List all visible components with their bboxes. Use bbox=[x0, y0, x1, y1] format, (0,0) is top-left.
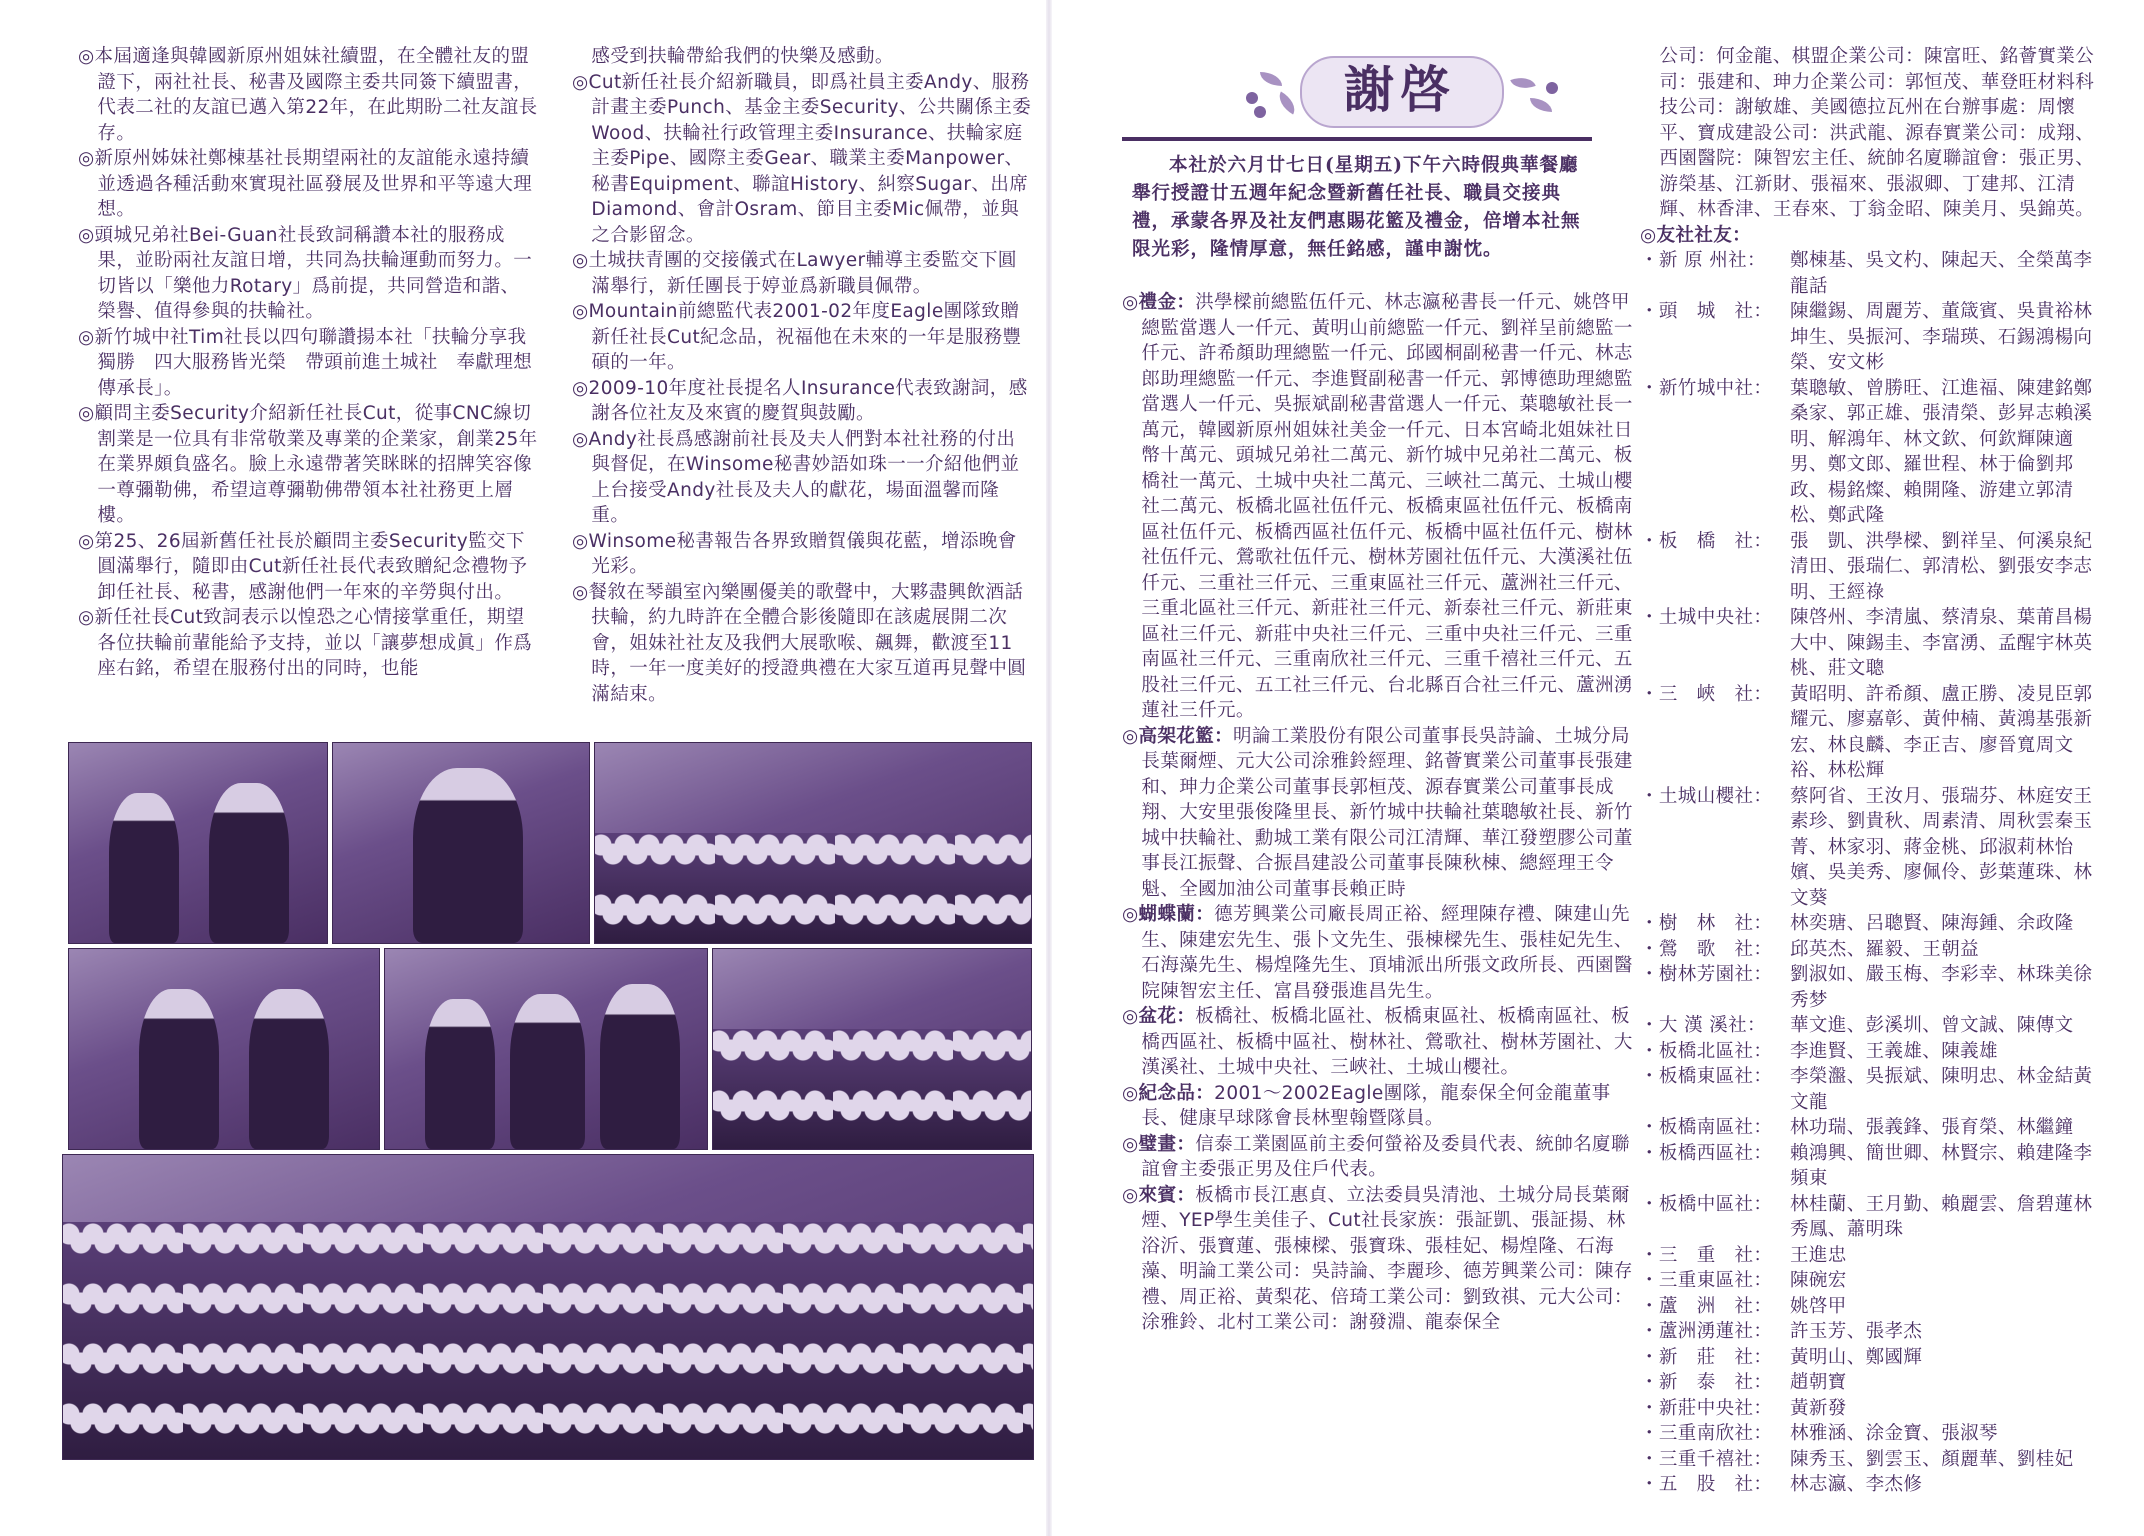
section-text: 板橋市長江惠貞、立法委員吳清池、土城分局長葉爾煙、YEP學生美佳子、Cut社長家族：張証凱、張証揚、林浴沂、張寶蓮、張棟樑、張寶珠、張桂妃、楊煌隆、石海藻、明論工業公司：吳詩論、李麗珍、德芳興業公司：陳存禮、周正裕、黃梨花、倍琦工業公司：劉致祺、元大公司：涂雅鈴、北村工業公司：謝發淵、龍泰保全 bbox=[1141, 1184, 1633, 1333]
club-members: 許玉芳、張孝杰 bbox=[1790, 1321, 1923, 1342]
club-name: ・五 股 社： bbox=[1640, 1474, 1773, 1495]
photo-group-portrait bbox=[62, 1154, 1034, 1460]
club-row bbox=[1640, 1447, 2110, 1473]
club-members: 張 凱、洪學樑、劉祥呈、何溪泉紀清田、張瑞仁、郭清松、劉張安李志明、王經祿 bbox=[1790, 530, 2093, 603]
title-banner bbox=[1240, 52, 1570, 132]
club-row bbox=[1640, 784, 2110, 912]
club-name: ・板橋南區社： bbox=[1640, 1117, 1773, 1138]
club-members: 黃明山、鄭國輝 bbox=[1790, 1346, 1923, 1368]
club-name: ・新 莊 社： bbox=[1640, 1346, 1773, 1368]
club-name: ・三重千禧社： bbox=[1640, 1448, 1773, 1470]
club-row bbox=[1640, 937, 2110, 963]
club-name: ・板橋中區社： bbox=[1640, 1193, 1773, 1215]
page-title: 謝啓 bbox=[1344, 60, 1456, 119]
club-name: ・三 重 社： bbox=[1640, 1244, 1773, 1266]
club-name: ・板 橋 社： bbox=[1640, 530, 1773, 552]
clubs-list bbox=[1640, 248, 2110, 1498]
club-row bbox=[1640, 299, 2110, 376]
leaf-icon bbox=[1510, 73, 1535, 94]
club-members: 林功瑞、張義鋒、張育榮、林繼鐘 bbox=[1790, 1117, 2074, 1138]
section-cash-gifts bbox=[1122, 290, 1642, 724]
paragraph-mountain: ◎Mountain前總監代表2001-02年度Eagle團隊致贈新任社長Cut紀念品，祝福他在未來的一年是服務豐碩的一年。 bbox=[572, 301, 1022, 373]
club-members: 黃昭明、許希顏、盧正勝、凌見臣郭耀元、廖嘉彰、黃仲楠、黃鴻基張新宏、林良麟、李正吉、廖晉寬周文裕、林松輝 bbox=[1790, 683, 2093, 781]
paragraph-new-officers: ◎Cut新任社長介紹新職員，即爲社員主委Andy、服務計畫主委Punch、基金主委Security、公共關係主委Wood、扶輪社行政管理主委Insurance、扶輪家庭主委Pipe、國際主委Gear、職業主委Manpower、秘書Equipment、聯誼History、糾察Sugar、出席Diamond、會計Osram、節目主委Mic佩帶，並與之合影留念。 bbox=[572, 71, 1032, 246]
right-column-2 bbox=[1640, 44, 2110, 1498]
club-row bbox=[1640, 1396, 2110, 1422]
club-name: ・頭 城 社： bbox=[1640, 301, 1773, 322]
club-name: ・新莊中央社： bbox=[1640, 1397, 1773, 1419]
club-row bbox=[1640, 682, 2110, 784]
club-members: 陳碗宏 bbox=[1790, 1270, 1847, 1291]
club-name: ・蘆洲湧蓮社： bbox=[1640, 1321, 1773, 1342]
section-text: 板橋社、板橋北區社、板橋東區社、板橋南區社、板橋西區社、板橋中區社、樹林社、鶯歌社、樹林芳園社、大漢溪社、土城中央社、三峽社、土城山櫻社。 bbox=[1141, 1006, 1633, 1078]
left-column-2 bbox=[572, 44, 1032, 707]
club-name: ・三重東區社： bbox=[1640, 1270, 1773, 1291]
club-row bbox=[1640, 1319, 2110, 1345]
clubs-heading: ◎友社社友： bbox=[1640, 224, 1752, 246]
club-row bbox=[1640, 1268, 2110, 1294]
club-members: 趙朝寶 bbox=[1790, 1372, 1847, 1393]
thanks-intro: 本社於六月廿七日(星期五)下午六時假典華餐廳舉行授證廿五週年紀念暨新舊任社長、職員交接典禮，承蒙各界及社友們惠賜花籃及禮金，倍增本社無限光彩，隆情厚意，無任銘感，謹申謝忱。 bbox=[1132, 155, 1581, 260]
club-name: ・三重南欣社： bbox=[1640, 1423, 1773, 1444]
club-row bbox=[1640, 248, 2110, 299]
section-label: ◎高架花籃： bbox=[1122, 725, 1234, 747]
photo-group-on-stage bbox=[712, 948, 1032, 1150]
club-row bbox=[1640, 1013, 2110, 1039]
club-row bbox=[1640, 1192, 2110, 1243]
club-row bbox=[1640, 1421, 2110, 1447]
club-name: ・土城山櫻社： bbox=[1640, 785, 1773, 807]
section-paintings bbox=[1122, 1132, 1642, 1183]
paragraph-winsome: ◎Winsome秘書報告各界致贈賀儀與花藍，增添晚會光彩。 bbox=[572, 530, 1017, 577]
club-row bbox=[1640, 376, 2110, 529]
section-label: ◎璧畫： bbox=[1122, 1133, 1196, 1155]
club-row bbox=[1640, 1294, 2110, 1320]
section-label: ◎禮金： bbox=[1122, 292, 1196, 313]
section-flower-baskets bbox=[1122, 724, 1642, 903]
guests-continued: 公司：何金龍、棋盟企業公司：陳富旺、銘薈實業公司：張建和、珅力企業公司：郭恒茂、華登旺材料科技公司：謝敏雄、美國德拉瓦州在台辦事處：周懷平、寶成建設公司：洪武龍、源春實業公司：成翔、西園醫院：陳智宏主任、統帥名廈聯誼會：張正男、游榮基、江新財、張福來、張淑卿、丁建邦、江清輝、林香津、王春來、丁翁金昭、陳美月、吳錦英。 bbox=[1659, 46, 2095, 220]
club-row bbox=[1640, 1345, 2110, 1371]
club-name: ・板橋東區社： bbox=[1640, 1066, 1773, 1087]
section-text: 洪學樑前總監伍仟元、林志瀛秘書長一仟元、姚啓甲總監當選人一仟元、黃明山前總監一仟元、劉祥呈前總監一仟元、許希顏助理總監一仟元、邱國桐副秘書一仟元、林志郎助理總監一仟元、李進賢副秘書一仟元、郭博德助理總監當選人一仟元、吳振斌副秘書當選人一仟元、葉聰敏社長一萬元，韓國新原州姐妹社美金一仟元、日本宮崎北姐妹社日幣十萬元、頭城兄弟社二萬元、新竹城中兄弟社二萬元、板橋社一萬元、土城中央社二萬元、三峽社二萬元、土城山櫻社二萬元、板橋北區社伍仟元、板橋東區社伍仟元、板橋南區社伍仟元、板橋西區社伍仟元、板橋中區社伍仟元、樹林社伍仟元、鶯歌社伍仟元、樹林芳園社伍仟元、大漢溪社伍仟元、三重社三仟元、三重東區社三仟元、蘆洲社三仟元、三重北區社三仟元、新莊社三仟元、新泰社三仟元、新莊東區社三仟元、新莊中央社三仟元、三重中央社三仟元、三重南區社三仟元、三重南欣社三仟元、三重千禧社三仟元、五股社三仟元、五工社三仟元、台北縣百合社三仟元、蘆洲湧蓮社三仟元。 bbox=[1141, 292, 1633, 721]
photo-document-signing bbox=[68, 948, 380, 1150]
leaf-icon bbox=[1530, 98, 1552, 112]
club-members: 李進賢、王義雄、陳義雄 bbox=[1790, 1040, 1998, 1062]
club-members: 鄭棟基、吳文杓、陳起天、全榮萬李龍話 bbox=[1790, 250, 2093, 297]
club-row bbox=[1640, 911, 2110, 937]
club-row bbox=[1640, 1370, 2110, 1396]
paragraph-toucheng: ◎頭城兄弟社Bei-Guan社長致詞稱讚本社的服務成果，並盼兩社友誼日增，共同為扶輪運動而努力。一切皆以「樂他力Rotary」爲前提，共同營造和諧、榮譽、值得參與的扶輪社。 bbox=[78, 224, 533, 322]
club-members: 蔡阿省、王汝月、張瑞芬、林庭安王素珍、劉貴秋、周素清、周秋雲秦玉菁、林家羽、蔣金桃、邱淑莉林怡嬪、吳美秀、廖佩伶、彭葉蓮珠、林文葵 bbox=[1790, 785, 2093, 909]
club-row bbox=[1640, 1243, 2110, 1269]
grape-icon bbox=[1546, 82, 1558, 94]
section-text: 德芳興業公司廠長周正裕、經理陳存禮、陳建山先生、陳建宏先生、張卜文先生、張棟樑先生、張桂妃先生、石海藻先生、楊煌隆先生、頂埔派出所張文政所長、西園醫院陳智宏主任、富昌發張進昌先生。 bbox=[1141, 904, 1633, 1002]
grape-icon bbox=[1246, 92, 1258, 104]
club-row bbox=[1640, 962, 2110, 1013]
photo-certificate-exchange bbox=[68, 742, 328, 944]
paragraph-hsinchu: ◎新竹城中社Tim社長以四句聯讚揚本社「扶輪分享我獨勝 四大服務皆光榮 帶頭前進土城社 奉獻理想傳承長」。 bbox=[78, 326, 533, 399]
club-row bbox=[1640, 1064, 2110, 1115]
photo-speaker bbox=[332, 742, 590, 944]
club-row bbox=[1640, 1472, 2110, 1498]
intro-divider bbox=[1122, 137, 1592, 141]
club-name: ・蘆 洲 社： bbox=[1640, 1295, 1773, 1317]
photo-banquet-hall bbox=[594, 742, 1032, 944]
club-name: ・新 泰 社： bbox=[1640, 1372, 1773, 1393]
paragraph-new-president-intro: ◎顧問主委Security介紹新任社長Cut，從事CNC線切割業是一位具有非常敬業及專業的企業家，創業25年在業界頗負盛名。臉上永遠帶著笑眯眯的招牌笑容像一尊彌勒佛，希望這尊彌勒佛帶領本社社務更上層樓。 bbox=[78, 403, 538, 526]
club-name: ・板橋西區社： bbox=[1640, 1142, 1773, 1164]
section-text: 2001～2002Eagle團隊，龍泰保全何金龍董事長、健康早球隊會長林聖翰暨隊員。 bbox=[1141, 1082, 1611, 1129]
grape-icon bbox=[1254, 106, 1266, 118]
club-name: ・鶯 歌 社： bbox=[1640, 938, 1773, 960]
club-row bbox=[1640, 1141, 2110, 1192]
paragraph-sister-president: ◎新原州姊妹社鄭棟基社長期望兩社的友誼能永遠持續並透過各種活動來實現社區發展及世界和平等遠大理想。 bbox=[78, 148, 533, 220]
left-column-1 bbox=[78, 44, 538, 682]
section-souvenirs bbox=[1122, 1081, 1642, 1132]
club-name: ・樹林芳園社： bbox=[1640, 964, 1773, 985]
club-members: 華文進、彭溪圳、曾文誠、陳傳文 bbox=[1790, 1015, 2074, 1036]
club-members: 陳秀玉、劉雲玉、顏麗華、劉桂妃 bbox=[1790, 1448, 2074, 1470]
section-potted-flowers bbox=[1122, 1004, 1642, 1081]
club-name: ・新 原 州社： bbox=[1640, 250, 1766, 271]
club-members: 王進忠 bbox=[1790, 1244, 1847, 1266]
section-text: 明論工業股份有限公司董事長吳詩論、土城分局長葉爾煙、元大公司涂雅鈴經理、銘薈實業公司董事長張建和、珅力企業公司董事長郭桓茂、源春實業公司董事長成翔、大安里張俊隆里長、新竹城中扶輪社葉聰敏社長、新竹城中扶輪社、勳城工業有限公司江清輝、華江發塑膠公司董事長江振聲、合振昌建設公司董事長陳秋棟、總經理王令魁、全國加油公司董事長賴正時 bbox=[1141, 725, 1633, 900]
paragraph-insurance: ◎2009-10年度社長提名人Insurance代表致謝詞，感謝各位社友及來賓的慶賀與鼓勵。 bbox=[572, 377, 1028, 424]
club-members: 林志瀛、李杰修 bbox=[1790, 1474, 1923, 1495]
club-members: 林雅涵、涂金寶、張淑琴 bbox=[1790, 1423, 1998, 1444]
club-members: 黃新發 bbox=[1790, 1397, 1847, 1419]
paragraph-rotaract: ◎土城扶青團的交接儀式在Lawyer輔導主委監交下圓滿舉行，新任團長于婷並爲新職員佩帶。 bbox=[572, 250, 1017, 297]
club-row bbox=[1640, 1039, 2110, 1065]
section-orchids bbox=[1122, 902, 1642, 1004]
club-members: 林桂蘭、王月勤、賴麗雲、詹碧蓮林秀鳳、蕭明珠 bbox=[1790, 1193, 2093, 1240]
section-guests bbox=[1122, 1183, 1642, 1336]
leaf-icon bbox=[1260, 72, 1282, 86]
right-page bbox=[1050, 0, 2144, 1536]
club-name: ・樹 林 社： bbox=[1640, 913, 1773, 934]
section-label: ◎盆花： bbox=[1122, 1006, 1196, 1027]
club-members: 陳啓州、李清嵐、蔡清泉、葉莆昌楊大中、陳錫圭、李富湧、孟醒宇林英桃、莊文聰 bbox=[1790, 607, 2093, 679]
club-row bbox=[1640, 1115, 2110, 1141]
club-members: 林奕瑭、呂聰賢、陳海鍾、余政隆 bbox=[1790, 913, 2074, 934]
section-label: ◎紀念品： bbox=[1122, 1082, 1215, 1104]
club-name: ・板橋北區社： bbox=[1640, 1040, 1773, 1062]
section-label: ◎蝴蝶蘭： bbox=[1122, 904, 1215, 925]
club-members: 邱英杰、羅毅、王朝益 bbox=[1790, 938, 1980, 960]
club-members: 李榮瀊、吳振斌、陳明忠、林金結黃文龍 bbox=[1790, 1066, 2093, 1113]
left-page bbox=[0, 0, 1050, 1536]
paragraph-andy: ◎Andy社長爲感謝前社長及夫人們對本社社務的付出與督促，在Winsome秘書妙語如珠一一介紹他們並上台接受Andy社長及夫人的獻花，場面溫馨而隆重。 bbox=[572, 428, 1020, 526]
club-members: 姚啓甲 bbox=[1790, 1295, 1847, 1317]
leaf-icon bbox=[1274, 91, 1300, 114]
club-name: ・土城中央社： bbox=[1640, 607, 1773, 628]
right-column-1 bbox=[1122, 290, 1642, 1336]
paragraph-dinner: ◎餐敘在琴韻室內樂團優美的歌聲中，大夥盡興飲酒話扶輪，約九時許在全體合影後隨即在該處展開二次會，姐妹社社友及我們大展歌喉、飆舞，歡渡至11時，一年一度美好的授證典禮在大家互道再見聲中圓滿結束。 bbox=[572, 581, 1027, 705]
paragraph-continued: 感受到扶輪帶給我們的快樂及感動。 bbox=[591, 46, 894, 67]
paragraph-handover: ◎第25、26屆新舊任社長於顧問主委Security監交下圓滿舉行，隨即由Cut新任社長代表致贈紀念禮物予卸任社長、秘書，感謝他們一年來的辛勞與付出。 bbox=[78, 530, 528, 603]
club-members: 陳繼錫、周麗芳、董箴賓、吳貴裕林坤生、吳振河、李瑞瑛、石錫鴻楊向榮、安文彬 bbox=[1790, 301, 2093, 373]
club-name: ・大 漢 溪社： bbox=[1640, 1015, 1766, 1036]
club-name: ・新竹城中社： bbox=[1640, 377, 1773, 399]
club-name: ・三 峽 社： bbox=[1640, 683, 1773, 705]
paragraph-speech: ◎新任社長Cut致詞表示以惶恐之心情接掌重任，期望各位扶輪前輩能給予支持，並以「讓夢想成眞」作爲座右銘，希望在服務付出的同時，也能 bbox=[78, 607, 533, 679]
club-members: 葉聰敏、曾勝旺、江進福、陳建銘鄭桑家、郭正雄、張清榮、彭昇志賴溪明、解鴻年、林文欽、何欽輝陳適男、鄭文郎、羅世程、林于倫劉邦政、楊銘燦、賴開隆、游建立郭清松、鄭武隆 bbox=[1790, 377, 2093, 526]
club-row bbox=[1640, 605, 2110, 682]
section-text: 信泰工業園區前主委何螢裕及委員代表、統帥名廈聯誼會主委張正男及住戶代表。 bbox=[1141, 1133, 1630, 1180]
club-row bbox=[1640, 529, 2110, 606]
photo-gift-exchange bbox=[384, 948, 708, 1150]
club-members: 劉淑如、嚴玉梅、李彩幸、林珠美徐秀梦 bbox=[1790, 964, 2093, 1011]
club-members: 賴鴻興、簡世卿、林賢宗、賴建隆李頻東 bbox=[1790, 1142, 2093, 1189]
paragraph-sister-club: ◎本屆適逢與韓國新原州姐妹社續盟，在全體社友的盟證下，兩社社長、秘書及國際主委共同簽下續盟書，代表二社的友誼已邁入第22年，在此期盼二社友誼長存。 bbox=[78, 46, 538, 144]
section-label: ◎來賓： bbox=[1122, 1184, 1196, 1206]
